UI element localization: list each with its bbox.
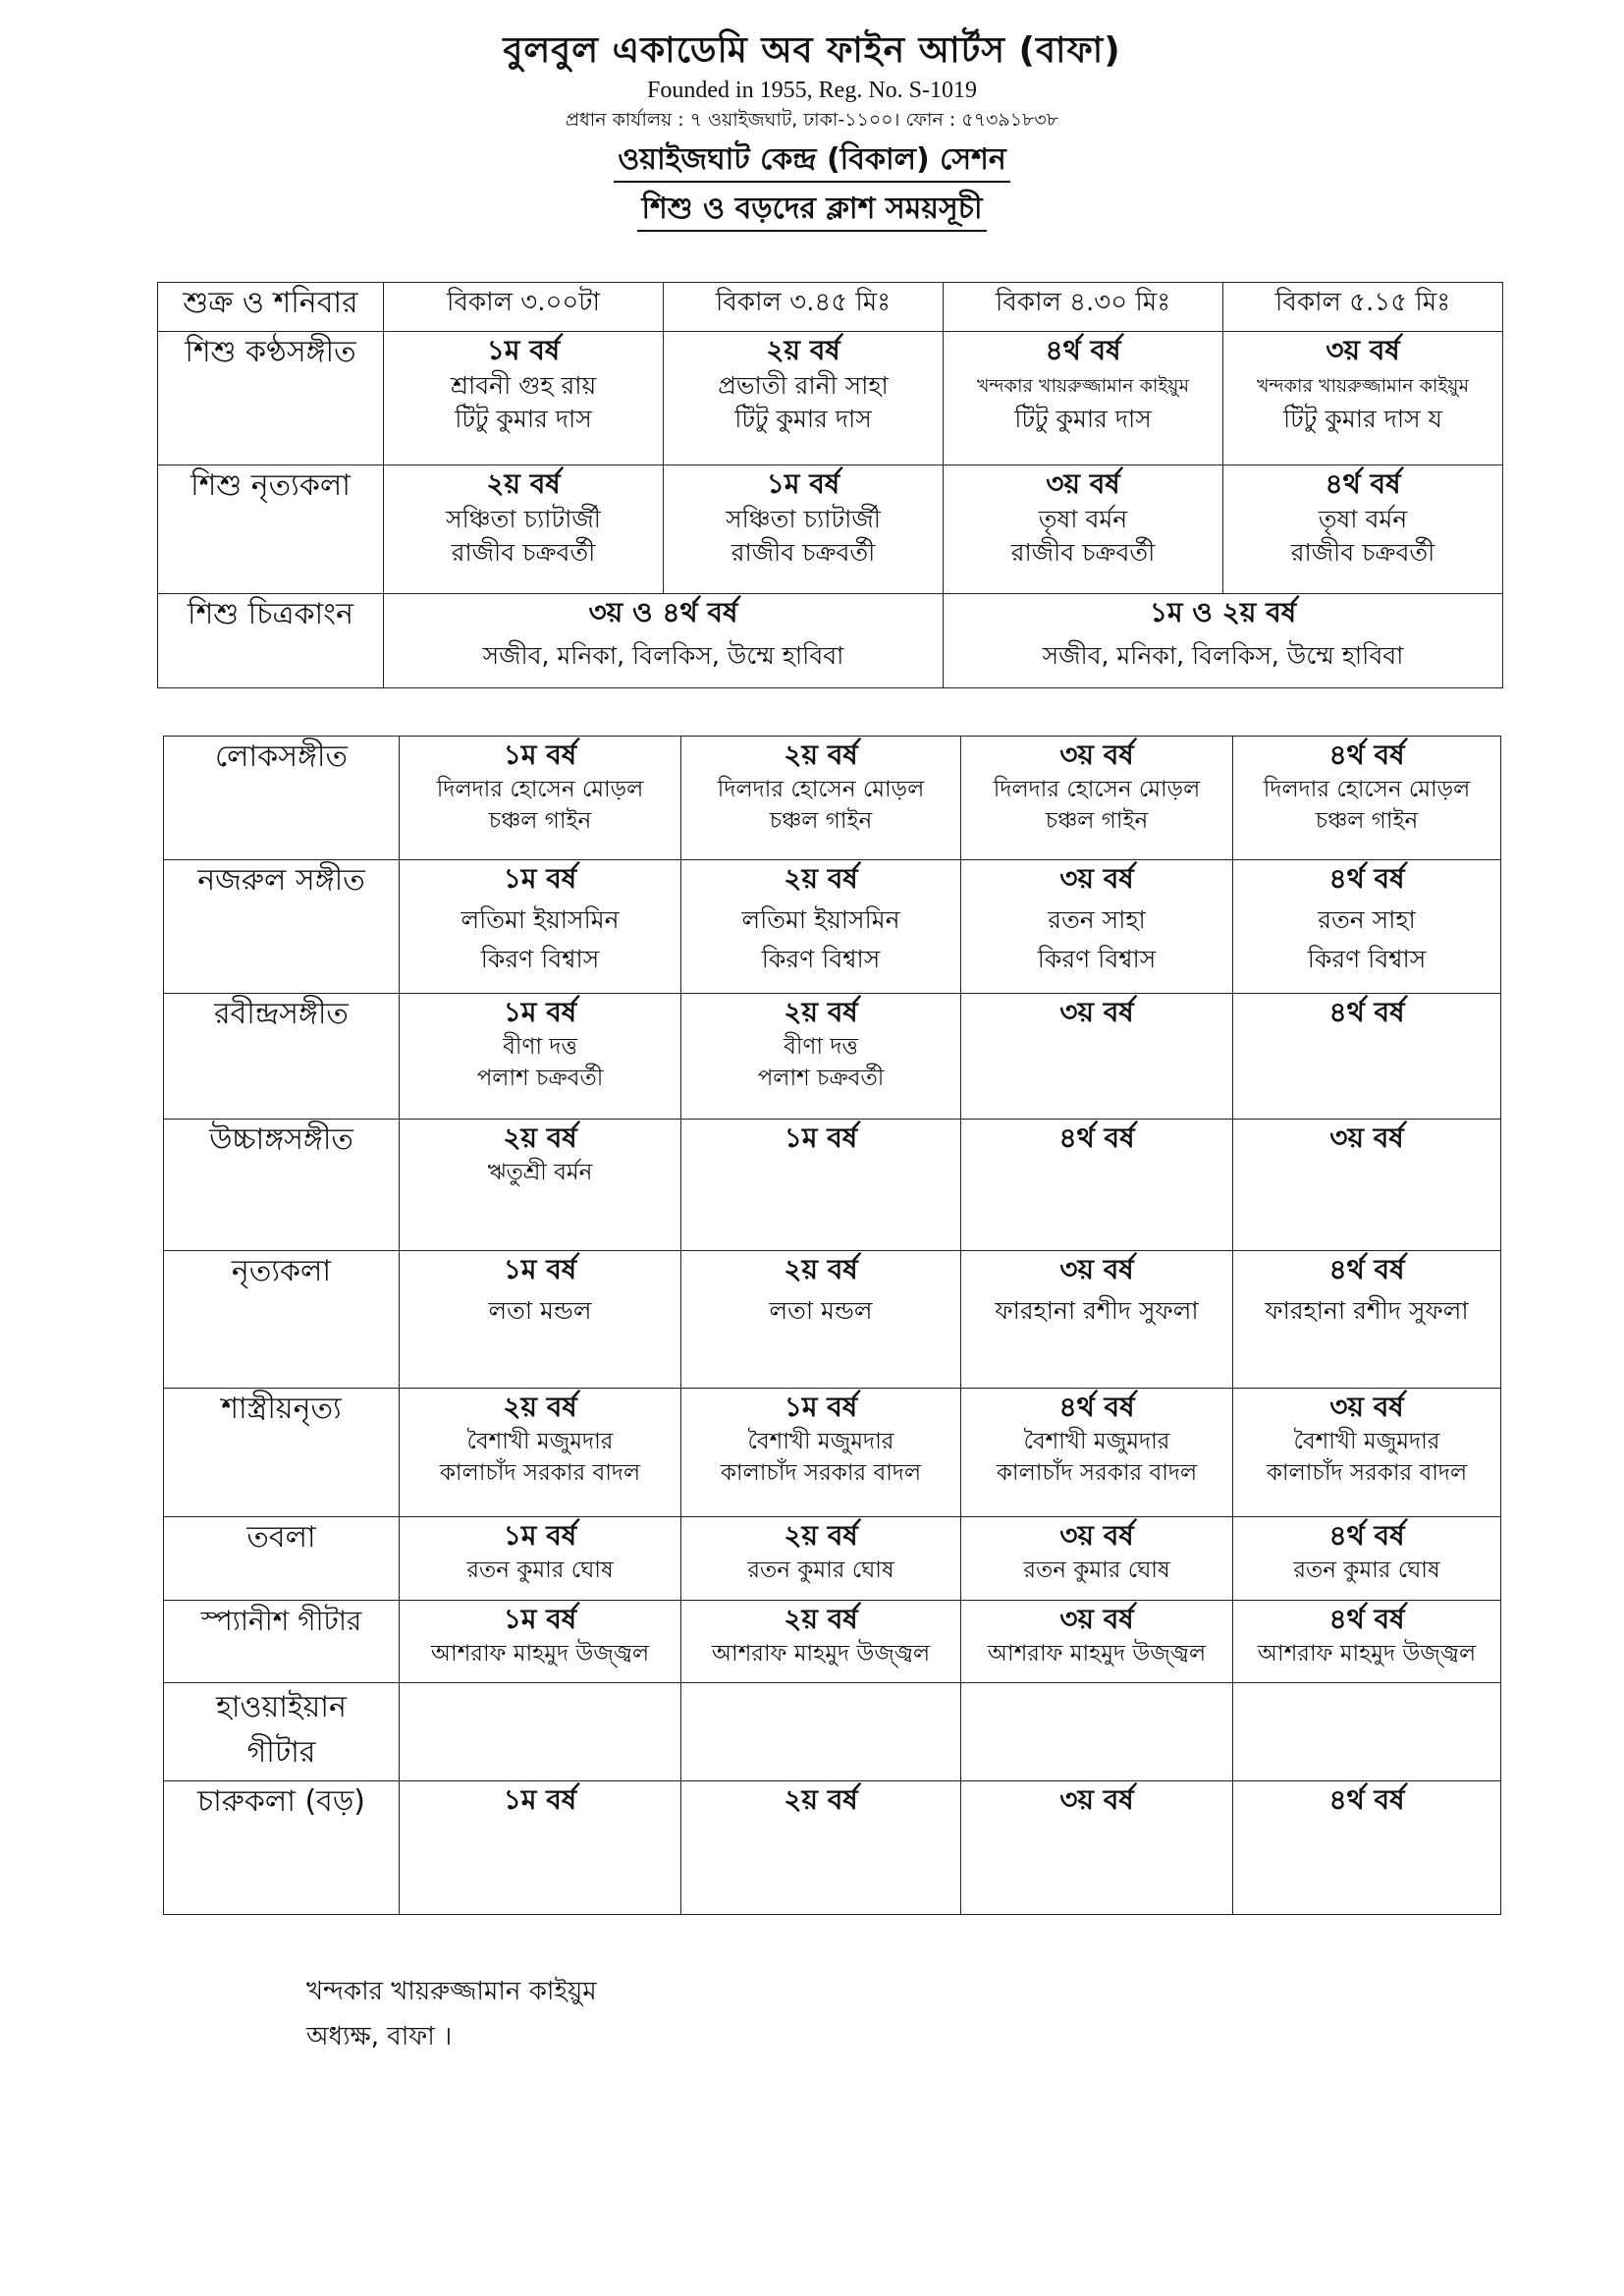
- teacher-name: টিটু কুমার দাস: [734, 405, 872, 433]
- table-row-child-art: [158, 594, 1503, 688]
- teacher-name: খন্দকার খায়রুজ্জামান কাইয়ুম: [1256, 375, 1470, 397]
- subject-label: তবলা: [164, 1517, 400, 1601]
- teacher-name: পলাশ চক্রবর্তী: [476, 1066, 604, 1091]
- year-label: ৪র্থ বর্ষ: [1058, 1121, 1135, 1154]
- teacher-name: পলাশ চক্রবর্তী: [757, 1066, 885, 1091]
- signature-block: [306, 1969, 597, 2059]
- teacher-name: কালাচাঁদ সরকার বাদল: [996, 1460, 1198, 1486]
- schedule-cell: [1223, 332, 1503, 465]
- time-slot-3: বিকাল ৪.৩০ মিঃ: [944, 283, 1223, 332]
- year-label: ২য় বর্ষ: [784, 1519, 858, 1552]
- teacher-name: শ্রাবনী গুহ রায়: [450, 371, 597, 400]
- schedule-cell: [961, 1251, 1233, 1389]
- teacher-name: বীণা দত্ত: [784, 1034, 858, 1060]
- subject-label: শিশু নৃত্যকলা: [158, 465, 384, 594]
- schedule-cell: [1233, 1601, 1501, 1683]
- schedule-cell: [400, 1517, 681, 1601]
- schedule-cell: [400, 737, 681, 860]
- schedule-cell: [384, 465, 664, 594]
- time-header-row: [158, 283, 1503, 332]
- schedule-cell: [961, 1781, 1233, 1915]
- teacher-name: খন্দকার খায়রুজ্জামান কাইয়ুম: [976, 375, 1190, 397]
- table-row-folk: [164, 737, 1501, 860]
- year-label: ১ম বর্ষ: [784, 1391, 858, 1423]
- teacher-name: কিরণ বিশ্বাস: [1037, 945, 1157, 973]
- teacher-name: সঞ্চিতা চ্যাটার্জী: [446, 505, 601, 533]
- year-label: ৩য় বর্ষ: [1326, 334, 1400, 366]
- subject-label: শাস্ত্রীয়নৃত্য: [164, 1389, 400, 1517]
- teacher-name: আশরাফ মাহমুদ উজ্জ্বল: [430, 1641, 650, 1667]
- teacher-name: দিলদার হোসেন মোড়ল: [993, 777, 1201, 802]
- schedule-cell: [1233, 1781, 1501, 1915]
- organization-name: বুলবুল একাডেমি অব ফাইন আর্টস (বাফা): [503, 30, 1121, 71]
- year-label: ২য় বর্ষ: [503, 1391, 577, 1423]
- teacher-name: রাজীব চক্রবর্তী: [1290, 538, 1435, 567]
- teacher-name: রতন কুমার ঘোষ: [1023, 1558, 1170, 1583]
- year-label: ১ম বর্ষ: [503, 996, 577, 1028]
- year-label: ৩য় বর্ষ: [1059, 1253, 1134, 1285]
- year-label: ৪র্থ বর্ষ: [1058, 1391, 1135, 1423]
- year-label: ২য় বর্ষ: [503, 1121, 577, 1154]
- day-label: শুক্র ও শনিবার: [158, 283, 384, 332]
- teacher-name: কিরণ বিশ্বাস: [761, 945, 881, 973]
- year-label: ১ম বর্ষ: [503, 1253, 577, 1285]
- teacher-name: লতা মন্ডল: [488, 1296, 592, 1325]
- signatory-name: খন্দকার খায়রুজ্জামান কাইয়ুম: [306, 1977, 597, 2006]
- year-label: ১ম বর্ষ: [503, 1603, 577, 1635]
- subject-label: শিশু কণ্ঠসঙ্গীত: [158, 332, 384, 465]
- subject-label: স্প্যানীশ গীটার: [164, 1601, 400, 1683]
- year-label: ৩য় ও ৪র্থ বর্ষ: [588, 596, 738, 629]
- year-label: ৪র্থ বর্ষ: [1328, 996, 1405, 1028]
- year-label: ৪র্থ বর্ষ: [1328, 862, 1405, 895]
- year-label: ১ম বর্ষ: [486, 334, 561, 366]
- schedule-cell: [400, 1389, 681, 1517]
- session-title: ওয়াইজঘাট কেন্দ্র (বিকাল) সেশন: [614, 139, 1010, 183]
- teacher-name: সঞ্চিতা চ্যাটার্জী: [726, 505, 881, 533]
- subject-label: শিশু চিত্রকাংন: [158, 594, 384, 688]
- table-row-dance: [164, 1251, 1501, 1389]
- teacher-name: লতা মন্ডল: [769, 1296, 873, 1325]
- teacher-name: রাজীব চক্রবর্তী: [451, 538, 596, 567]
- table-row-classical-music: [164, 1120, 1501, 1251]
- teacher-name: কালাচাঁদ সরকার বাদল: [720, 1460, 922, 1486]
- table-row-spanish-guitar: [164, 1601, 1501, 1683]
- year-label: ১ম বর্ষ: [503, 1783, 577, 1816]
- teacher-name: টিটু কুমার দাস: [1014, 405, 1152, 433]
- year-label: ১ম বর্ষ: [784, 1121, 858, 1154]
- subject-label: [164, 1683, 400, 1781]
- signatory-title: অধ্যক্ষ, বাফা ।: [306, 2022, 453, 2051]
- teacher-name: কালাচাঁদ সরকার বাদল: [439, 1460, 641, 1486]
- schedule-cell: [681, 994, 961, 1120]
- schedule-cell-empty: [961, 1683, 1233, 1781]
- schedule-cell: [400, 1251, 681, 1389]
- teacher-name: তৃষা বর্মন: [1038, 505, 1128, 533]
- year-label: ৪র্থ বর্ষ: [1328, 1603, 1405, 1635]
- adult-schedule-table: [163, 736, 1501, 1915]
- schedule-cell: [944, 465, 1223, 594]
- teacher-name: আশরাফ মাহমুদ উজ্জ্বল: [1257, 1641, 1477, 1667]
- schedule-cell: [1233, 860, 1501, 994]
- teacher-name: টিটু কুমার দাস য: [1283, 405, 1442, 433]
- year-label: ৩য় বর্ষ: [1329, 1121, 1404, 1154]
- year-label: ৪র্থ বর্ষ: [1045, 334, 1121, 366]
- year-label: ১ম ও ২য় বর্ষ: [1149, 596, 1297, 629]
- schedule-cell: [944, 332, 1223, 465]
- time-slot-1: বিকাল ৩.০০টা: [384, 283, 664, 332]
- schedule-cell: [1233, 1517, 1501, 1601]
- teacher-name: কালাচাঁদ সরকার বাদল: [1266, 1460, 1468, 1486]
- year-label: ৩য় বর্ষ: [1059, 996, 1134, 1028]
- schedule-cell: [681, 860, 961, 994]
- teacher-name: লতিমা ইয়াসমিন: [460, 905, 620, 934]
- teacher-name: তৃষা বর্মন: [1318, 505, 1408, 533]
- schedule-cell: [400, 1601, 681, 1683]
- teacher-name: দিলদার হোসেন মোড়ল: [1263, 777, 1471, 802]
- teacher-name: ঋতুশ্রী বর্মন: [487, 1160, 593, 1185]
- teacher-name: টিটু কুমার দাস: [455, 405, 592, 433]
- schedule-cell: [384, 594, 944, 688]
- subject-label: লোকসঙ্গীত: [164, 737, 400, 860]
- teacher-names: সজীব, মনিকা, বিলকিস, উম্মে হাবিবা: [482, 641, 844, 670]
- schedule-cell: [961, 1389, 1233, 1517]
- schedule-cell: [1233, 1389, 1501, 1517]
- document-header: [0, 27, 1624, 232]
- table-row-child-dance: [158, 465, 1503, 594]
- subject-label: নজরুল সঙ্গীত: [164, 860, 400, 994]
- year-label: ৪র্থ বর্ষ: [1328, 1519, 1405, 1552]
- children-schedule-table: [157, 282, 1503, 688]
- teacher-names: সজীব, মনিকা, বিলকিস, উম্মে হাবিবা: [1042, 641, 1404, 670]
- schedule-cell: [961, 1601, 1233, 1683]
- year-label: ২য় বর্ষ: [784, 738, 858, 771]
- schedule-cell: [400, 994, 681, 1120]
- teacher-name: চঞ্চল গাইন: [488, 808, 592, 834]
- year-label: ১ম বর্ষ: [766, 467, 840, 500]
- teacher-name: বৈশাখী মজুমদার: [1023, 1429, 1170, 1454]
- teacher-name: কিরণ বিশ্বাস: [480, 945, 600, 973]
- year-label: ১ম বর্ষ: [503, 1519, 577, 1552]
- year-label: ২য় বর্ষ: [766, 334, 840, 366]
- subject-label: চারুকলা (বড়): [164, 1781, 400, 1915]
- year-label: ১ম বর্ষ: [503, 862, 577, 895]
- teacher-name: রাজীব চক্রবর্তী: [1010, 538, 1156, 567]
- table-row-nazrul: [164, 860, 1501, 994]
- subject-label-line: গীটার: [246, 1735, 316, 1770]
- schedule-cell-empty: [1233, 1683, 1501, 1781]
- teacher-name: বৈশাখী মজুমদার: [1293, 1429, 1440, 1454]
- year-label: ১ম বর্ষ: [503, 738, 577, 771]
- schedule-cell: [384, 332, 664, 465]
- teacher-name: চঞ্চল গাইন: [769, 808, 873, 834]
- year-label: ২য় বর্ষ: [784, 862, 858, 895]
- table-row-rabindra: [164, 994, 1501, 1120]
- teacher-name: রতন সাহা: [1318, 905, 1416, 934]
- schedule-cell: [944, 594, 1503, 688]
- year-label: ২য় বর্ষ: [784, 996, 858, 1028]
- year-label: ৩য় বর্ষ: [1059, 1519, 1134, 1552]
- schedule-cell: [1233, 994, 1501, 1120]
- table-row-fine-arts: [164, 1781, 1501, 1915]
- schedule-cell: [961, 737, 1233, 860]
- schedule-title: শিশু ও বড়দের ক্লাশ সময়সূচী: [637, 189, 986, 232]
- subject-label: রবীন্দ্রসঙ্গীত: [164, 994, 400, 1120]
- teacher-name: প্রভাতী রানী সাহা: [718, 371, 889, 400]
- time-slot-2: বিকাল ৩.৪৫ মিঃ: [664, 283, 944, 332]
- teacher-name: চঞ্চল গাইন: [1315, 808, 1419, 834]
- schedule-cell: [681, 1389, 961, 1517]
- year-label: ২য় বর্ষ: [486, 467, 561, 500]
- year-label: ৪র্থ বর্ষ: [1328, 738, 1405, 771]
- year-label: ৩য় বর্ষ: [1059, 1783, 1134, 1816]
- schedule-cell: [681, 1781, 961, 1915]
- teacher-name: ফারহানা রশীদ সুফলা: [995, 1296, 1199, 1325]
- teacher-name: চঞ্চল গাইন: [1045, 808, 1149, 834]
- table-row-child-vocal: [158, 332, 1503, 465]
- year-label: ৪র্থ বর্ষ: [1328, 1783, 1405, 1816]
- teacher-name: কিরণ বিশ্বাস: [1307, 945, 1427, 973]
- schedule-cell: [681, 1120, 961, 1251]
- teacher-name: রতন কুমার ঘোষ: [1293, 1558, 1440, 1583]
- schedule-cell: [400, 860, 681, 994]
- teacher-name: আশরাফ মাহমুদ উজ্জ্বল: [711, 1641, 931, 1667]
- year-label: ২য় বর্ষ: [784, 1603, 858, 1635]
- schedule-cell: [961, 860, 1233, 994]
- teacher-name: ফারহানা রশীদ সুফলা: [1265, 1296, 1469, 1325]
- schedule-cell-empty: [400, 1683, 681, 1781]
- year-label: ৩য় বর্ষ: [1059, 1603, 1134, 1635]
- schedule-cell: [664, 332, 944, 465]
- teacher-name: রাজীব চক্রবর্তী: [731, 538, 876, 567]
- address-line: প্রধান কার্যালয় : ৭ ওয়াইজঘাট, ঢাকা-১১০০। ফোন : ৫৭৩৯১৮৩৮: [565, 109, 1059, 131]
- teacher-name: রতন কুমার ঘোষ: [747, 1558, 894, 1583]
- table-row-classical-dance: [164, 1389, 1501, 1517]
- subject-label-line: হাওয়াইয়ান: [216, 1690, 347, 1724]
- year-label: ৩য় বর্ষ: [1046, 467, 1120, 500]
- schedule-cell: [1233, 1251, 1501, 1389]
- year-label: ২য় বর্ষ: [784, 1253, 858, 1285]
- year-label: ৪র্থ বর্ষ: [1328, 1253, 1405, 1285]
- year-label: ৪র্থ বর্ষ: [1325, 467, 1401, 500]
- schedule-cell: [961, 1517, 1233, 1601]
- schedule-cell-empty: [681, 1683, 961, 1781]
- teacher-name: বৈশাখী মজুমদার: [747, 1429, 894, 1454]
- teacher-name: দিলদার হোসেন মোড়ল: [436, 777, 644, 802]
- time-slot-4: বিকাল ৫.১৫ মিঃ: [1223, 283, 1503, 332]
- year-label: ৩য় বর্ষ: [1059, 862, 1134, 895]
- year-label: ২য় বর্ষ: [784, 1783, 858, 1816]
- table-row-tabla: [164, 1517, 1501, 1601]
- year-label: ৩য় বর্ষ: [1329, 1391, 1404, 1423]
- schedule-cell: [1223, 465, 1503, 594]
- year-label: ৩য় বর্ষ: [1059, 738, 1134, 771]
- teacher-name: আশরাফ মাহমুদ উজ্জ্বল: [987, 1641, 1207, 1667]
- schedule-cell: [681, 737, 961, 860]
- schedule-cell: [1233, 737, 1501, 860]
- schedule-cell: [400, 1120, 681, 1251]
- teacher-name: রতন কুমার ঘোষ: [466, 1558, 614, 1583]
- subject-label: উচ্চাঙ্গসঙ্গীত: [164, 1120, 400, 1251]
- schedule-cell: [961, 1120, 1233, 1251]
- schedule-cell: [400, 1781, 681, 1915]
- teacher-name: বীণা দত্ত: [503, 1034, 577, 1060]
- subject-label: নৃত্যকলা: [164, 1251, 400, 1389]
- schedule-cell: [664, 465, 944, 594]
- teacher-name: রতন সাহা: [1048, 905, 1146, 934]
- schedule-cell: [681, 1517, 961, 1601]
- teacher-name: দিলদার হোসেন মোড়ল: [717, 777, 925, 802]
- teacher-name: বৈশাখী মজুমদার: [466, 1429, 614, 1454]
- schedule-cell: [961, 994, 1233, 1120]
- schedule-cell: [681, 1601, 961, 1683]
- table-row-hawaiian-guitar: [164, 1683, 1501, 1781]
- schedule-cell: [1233, 1120, 1501, 1251]
- teacher-name: লতিমা ইয়াসমিন: [741, 905, 900, 934]
- schedule-cell: [681, 1251, 961, 1389]
- founded-line: Founded in 1955, Reg. No. S-1019: [647, 78, 977, 103]
